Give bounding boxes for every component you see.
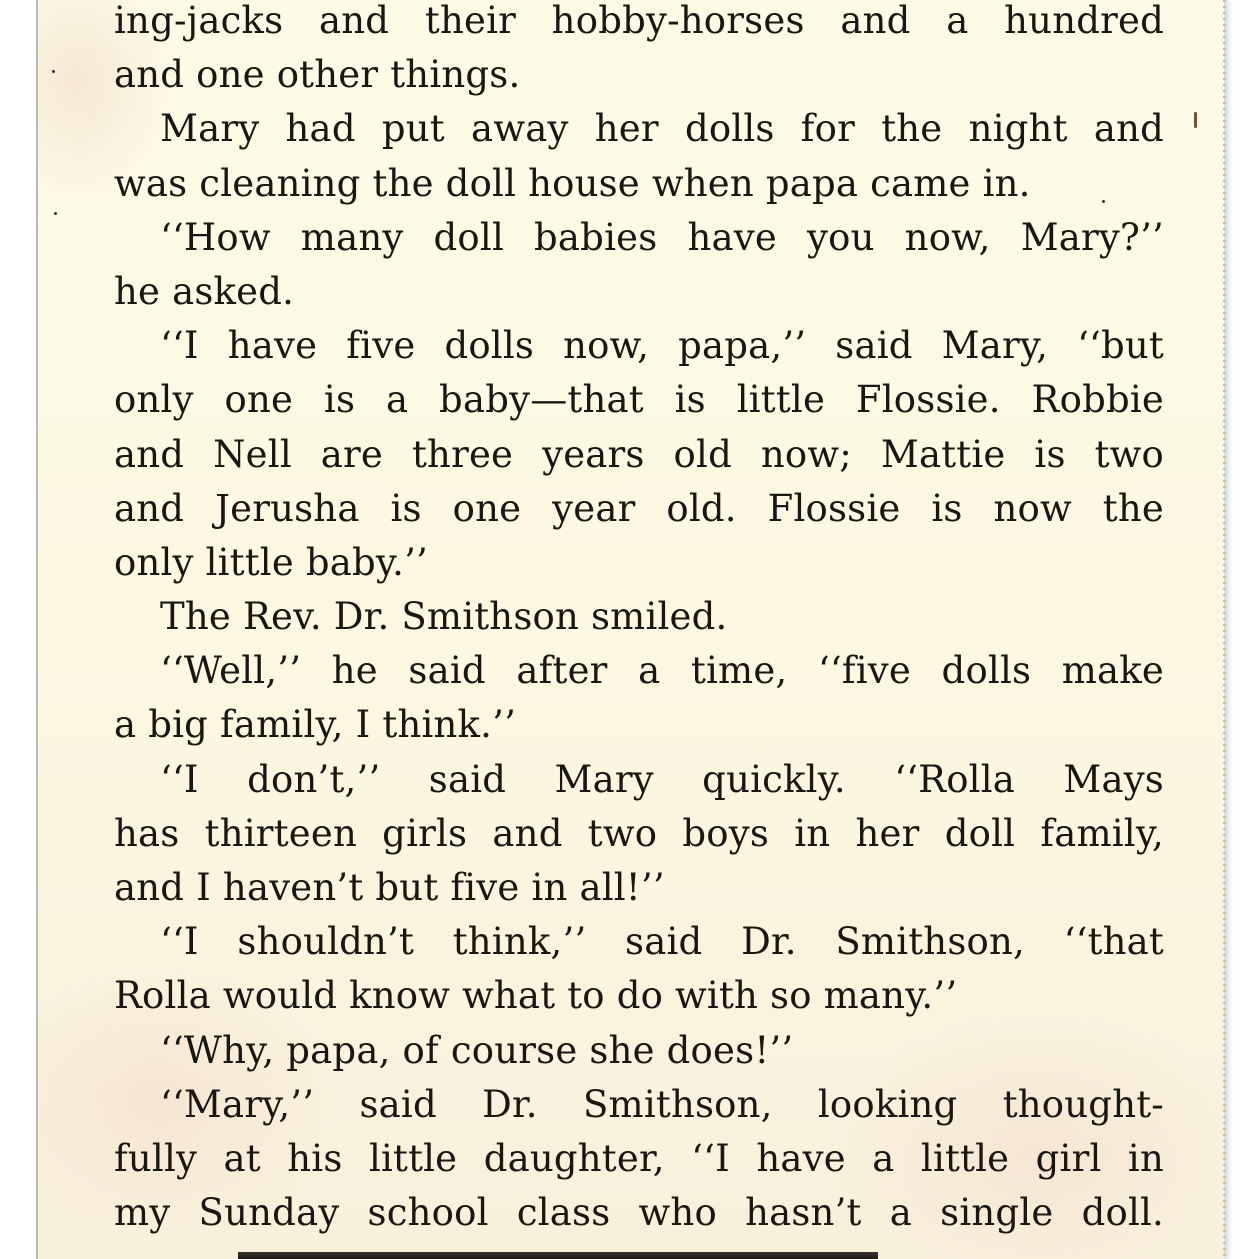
text-line: ‘‘Mary,’’ said Dr. Smithson, looking thought-: [160, 1082, 1164, 1126]
newspaper-clipping: [36, 0, 1224, 1259]
text-line: only one is a baby—that is little Flossie. Robbie: [114, 378, 1164, 422]
text-line: and I haven’t but five in all!’’: [114, 866, 665, 909]
text-line: and one other things.: [114, 53, 521, 97]
paper-speck: [52, 70, 55, 73]
text-line: he asked.: [114, 269, 295, 313]
text-line: my Sunday school class who hasn’t a single doll.: [114, 1191, 1164, 1235]
text-line: was cleaning the doll house when papa came in.: [114, 161, 1031, 205]
cut-off-next-line: [238, 1252, 878, 1259]
text-line: a big family, I think.’’: [114, 703, 517, 747]
text-line: ‘‘I have five dolls now, papa,’’ said Mary, ‘‘but: [160, 324, 1164, 368]
text-line: ‘‘Why, papa, of course she does!’’: [160, 1028, 794, 1072]
text-line: fully at his little daughter, ‘‘I have a little girl in: [114, 1136, 1164, 1180]
text-line: ‘‘I don’t,’’ said Mary quickly. ‘‘Rolla Mays: [160, 757, 1164, 801]
pinked-right-edge: [1223, 0, 1226, 1259]
text-line: only little baby.’’: [114, 540, 429, 584]
text-line: Rolla would know what to do with so many.’’: [114, 974, 958, 1018]
text-line: The Rev. Dr. Smithson smiled.: [160, 595, 728, 639]
text-line: ‘‘How many doll babies have you now, Mary?’’: [160, 215, 1164, 259]
paper-speck: [54, 212, 57, 215]
text-line: Mary had put away her dolls for the night and: [160, 107, 1164, 151]
paper-stain: [1194, 112, 1197, 128]
story-text: [114, 0, 1164, 1240]
text-line: has thirteen girls and two boys in her doll family,: [114, 811, 1164, 855]
paper-speck: [1102, 200, 1105, 203]
text-line: ‘‘Well,’’ he said after a time, ‘‘five dolls make: [160, 649, 1164, 693]
text-line: ing-jacks and their hobby-horses and a hundred: [114, 0, 1164, 42]
text-line: and Jerusha is one year old. Flossie is now the: [114, 486, 1164, 530]
text-line: and Nell are three years old now; Mattie is two: [114, 432, 1164, 476]
text-line: ‘‘I shouldn’t think,’’ said Dr. Smithson, ‘‘that: [160, 920, 1164, 964]
